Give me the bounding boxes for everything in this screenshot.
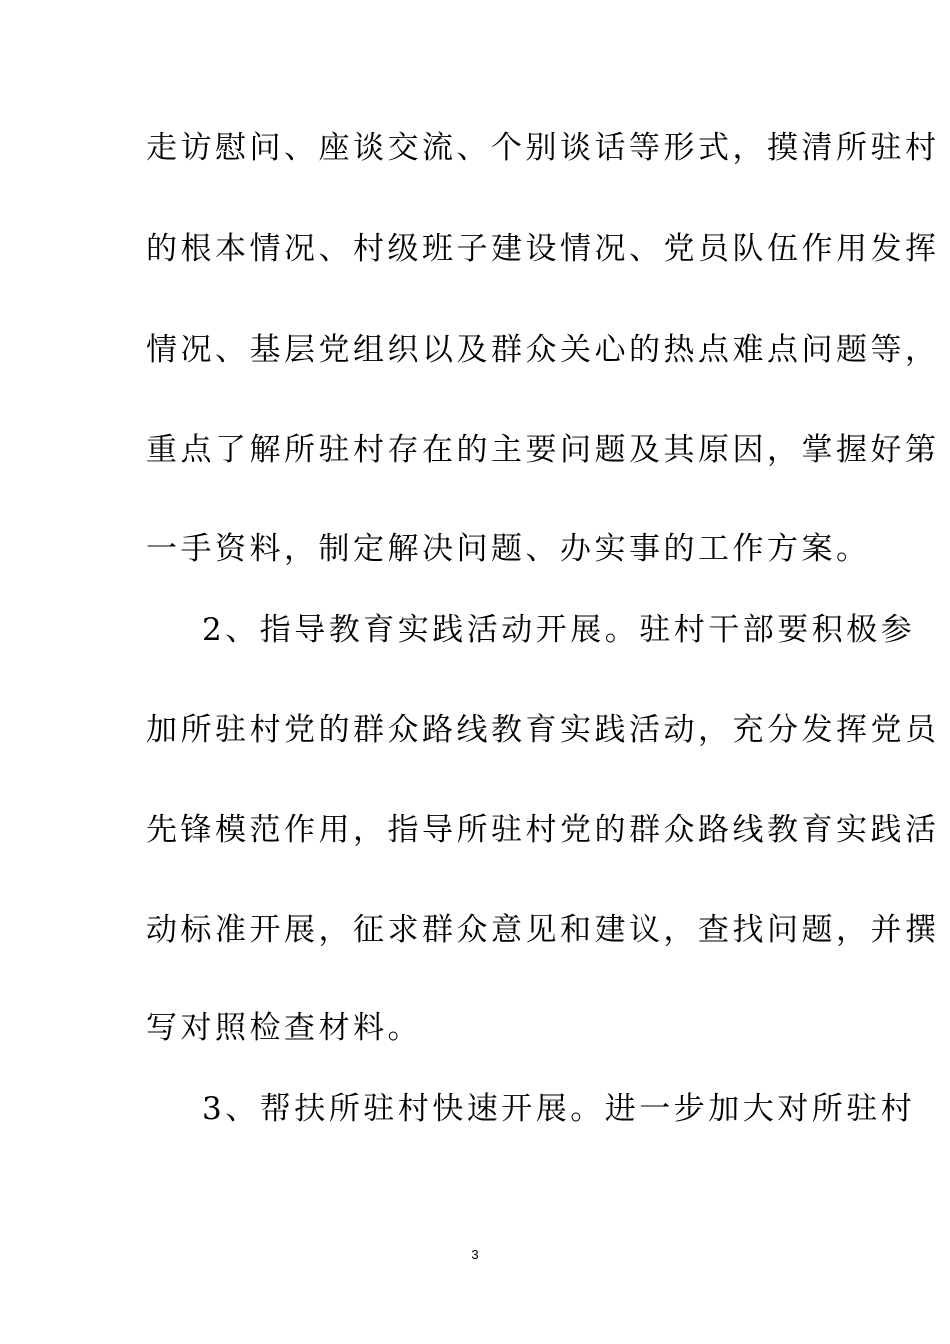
page-number: 3 — [471, 1247, 479, 1262]
text-line: 重点了解所驻村存在的主要问题及其原因，掌握好第 — [146, 432, 940, 468]
text-line: 加所驻村党的群众路线教育实践活动，充分发挥党员 — [146, 712, 940, 748]
paragraph-start-line: 3、帮扶所驻村快速开展。进一步加大对所驻村 — [202, 1091, 916, 1127]
text-line: 写对照检查材料。 — [146, 1010, 422, 1046]
text-line: 先锋模范作用，指导所驻村党的群众路线教育实践活 — [146, 812, 940, 848]
text-line: 的根本情况、村级班子建设情况、党员队伍作用发挥 — [146, 231, 940, 267]
text-line: 情况、基层党组织以及群众关心的热点难点问题等， — [146, 332, 940, 368]
text-line: 一手资料，制定解决问题、办实事的工作方案。 — [146, 531, 871, 567]
paragraph-start-line: 2、指导教育实践活动开展。驻村干部要积极参 — [202, 612, 916, 648]
text-line: 动标准开展，征求群众意见和建议，查找问题，并撰 — [146, 912, 940, 948]
text-line: 走访慰问、座谈交流、个别谈话等形式，摸清所驻村 — [146, 130, 940, 166]
